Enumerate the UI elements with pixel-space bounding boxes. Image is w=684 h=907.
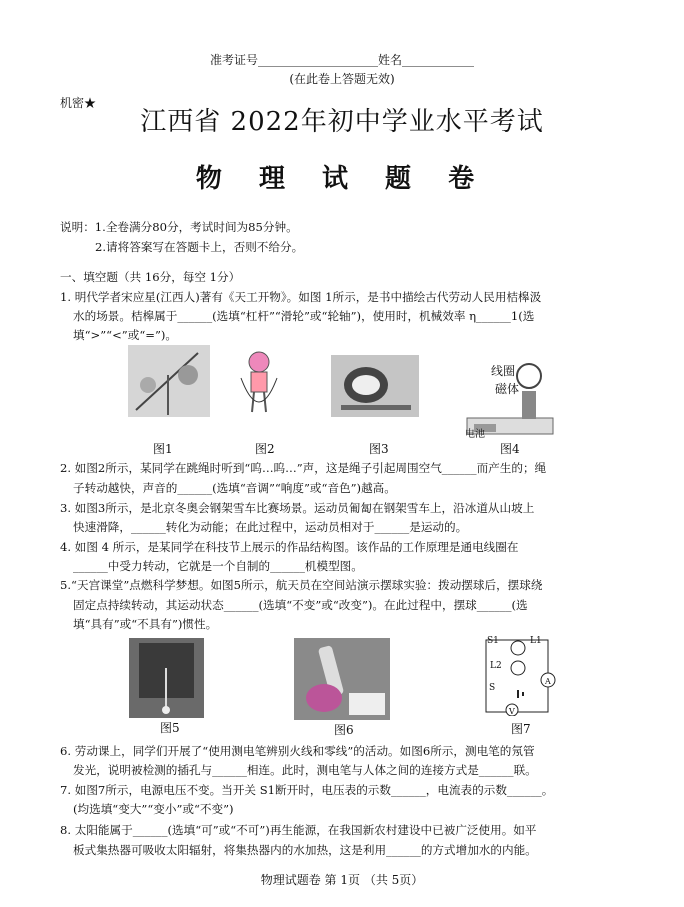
q6-line2: 发光，说明被检测的插孔与______相连。此时，测电笔与人体之间的连接方式是______联。 [73,763,537,777]
fig7-l1-label: L1 [530,636,542,646]
q3-line1: 3. 如图3所示，是北京冬奥会钢架雪车比赛场景。运动员匍匐在钢架雪车上，沿冰道从山坡上 [60,501,535,515]
q5-line1: 5.“天宫课堂”点燃科学梦想。如图5所示，航天员在空间站演示摆球实验：拨动摆球后，摆球绕 [60,578,543,592]
q5-line2: 固定点持续转动，其运动状态______(选填“不变”或“改变”)。在此过程中，摆球______(选 [73,598,528,612]
astronaut-pendulum-drawing [129,638,204,718]
fig4-battery-label: 电池 [465,429,485,440]
q5-line3: 填“具有”或“不具有”)惯性。 [73,617,218,631]
ticket-line: 准考证号____________________姓名____________ [209,53,474,67]
secret-label: 机密★ [60,96,97,110]
q1-line3: 填“>”“<”或“=”)。 [73,328,178,342]
q4-line2: ______中受力转动，它就是一个自制的______机模型图。 [73,559,363,573]
page-footer: 物理试题卷 第 1页 （共 5页） [260,873,424,887]
figure-2-caption: 图2 [255,442,275,456]
jump-rope-girl-drawing [236,348,282,418]
q2-line2: 子转动越快，声音的______(选填“音调”“响度”或“音色”)越高。 [73,481,396,495]
q8-line2: 板式集热器可吸收太阳辐射，将集热器内的水加热，这是利用______的方式增加水的内能。 [73,843,537,857]
figure-6-caption: 图6 [334,723,354,737]
fig7-s-label: S [489,683,496,693]
page-subtitle: 物 理 试 题 卷 [195,164,489,194]
note-invalid: (在此卷上答题无效) [289,72,395,86]
fig7-ammeter-label: A [545,677,551,686]
q2-line1: 2. 如图2所示，某同学在跳绳时听到“呜…呜…”声，这是绳子引起周围空气______而产生的；绳 [60,461,547,475]
q6-line1: 6. 劳动课上，同学们开展了“使用测电笔辨别火线和零线”的活动。如图6所示，测电笔的氖管 [60,744,535,758]
figure-1-image [128,345,210,417]
figure-6-image [294,638,390,720]
figure-4-caption: 图4 [500,442,520,456]
figure-5-caption: 图5 [160,721,180,735]
instruction-1: 说明：1.全卷满分80分，考试时间为85分钟。 [60,220,298,234]
q1-line1: 1. 明代学者宋应星(江西人)著有《天工开物》。如图 1所示，是书中描绘古代劳动人民用桔槔汲 [60,290,542,304]
instruction-2: 2.请将答案写在答题卡上，否则不给分。 [95,240,304,254]
fig4-magnet-label: 磁体 [495,382,520,396]
figure-5-image [129,638,204,718]
q3-line2: 快速滑降，______转化为动能；在此过程中，运动员相对于______是运动的。 [73,520,468,534]
q7-line2: (均选填“变大”“变小”或“不变”) [73,802,234,816]
figure-3-caption: 图3 [369,442,389,456]
section-heading: 一、填空题（共 16分，每空 1分） [60,270,241,284]
page-title: 江西省 2022年初中学业水平考试 [140,107,544,137]
test-pen-socket-drawing [294,638,390,720]
skeleton-sled-drawing [331,355,419,417]
figure-3-image [331,355,419,417]
q8-line1: 8. 太阳能属于______(选填“可”或“不可”)再生能源，在我国新农村建设中已被广泛使用。如平 [60,823,537,837]
figure-2-image [236,348,282,418]
fig4-coil-label: 线圈 [491,364,516,378]
figure-7-caption: 图7 [511,722,531,736]
q1-line2: 水的场景。桔槔属于______(选填“杠杆”“滑轮”或“轮轴”)，使用时，机械效率 η______1(选 [73,309,535,323]
q4-line1: 4. 如图 4 所示，是某同学在科技节上展示的作品结构图。该作品的工作原理是通电线圈在 [60,540,519,554]
figure-1-caption: 图1 [153,442,173,456]
q7-line1: 7. 如图7所示，电源电压不变。当开关 S1断开时，电压表的示数______，电流表的示数______。 [60,783,554,797]
fig7-l2-label: L2 [490,661,502,671]
fig7-s1-label: S1 [487,636,499,646]
well-sweep-drawing [128,345,210,417]
fig7-voltmeter-label: V [509,707,515,716]
